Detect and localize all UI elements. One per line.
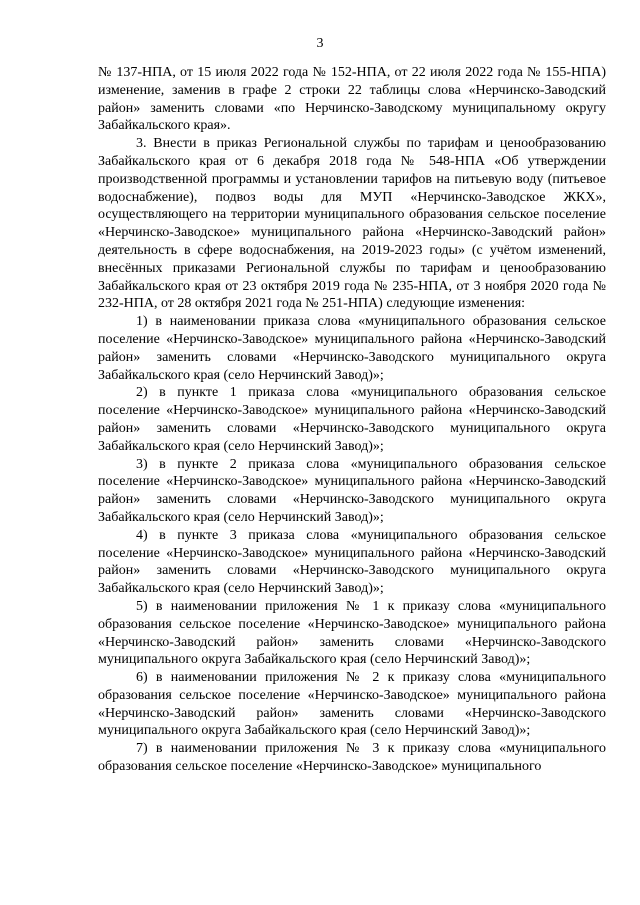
paragraph-subitem-6: 6) в наименовании приложения № 2 к приказу слова «муниципального образования сельское поселение «Нерчинско-Заводское» муниципального района «Нерчинско-Заводский район» заменить словами «Нерчинско-Заводского муниципального округа Забайкальского края (село Нерчинский Завод)»; [98,670,606,739]
paragraph-subitem-5: 5) в наименовании приложения № 1 к приказу слова «муниципального образования сельское поселение «Нерчинско-Заводское» муниципального района «Нерчинско-Заводский район» заменить словами «Нерчинско-Заводского муниципального округа Забайкальского края (село Нерчинский Завод)»; [98,598,606,668]
page-number: 3 [316,36,324,51]
paragraph-continuation: № 137-НПА, от 15 июля 2022 года № 152-НПА, от 22 июля 2022 года № 155-НПА) изменение, заменив в графе 2 строки 22 таблицы слова «Нерчинско-Заводский район» заменить словами «по Нерчинско-Заводскому муниципальному округу Забайкальского края». [98,65,606,134]
document-body [98,64,606,776]
paragraph-subitem-1: 1) в наименовании приказа слова «муниципального образования сельское поселение «Нерчинско-Заводское» муниципального района «Нерчинско-Заводский район» заменить словами «Нерчинско-Заводского муниципального округа Забайкальского края (село Нерчинский Завод)»; [98,314,606,383]
paragraph-subitem-3: 3) в пункте 2 приказа слова «муниципального образования сельское поселение «Нерчинско-Заводское» муниципального района «Нерчинско-Заводский район» заменить словами «Нерчинско-Заводского муниципального округа Забайкальского края (село Нерчинский Завод)»; [98,456,606,525]
paragraph-subitem-4: 4) в пункте 3 приказа слова «муниципального образования сельское поселение «Нерчинско-Заводское» муниципального района «Нерчинско-Заводский район» заменить словами «Нерчинско-Заводского муниципального округа Забайкальского края (село Нерчинский Завод)»; [98,527,606,597]
paragraph-subitem-2: 2) в пункте 1 приказа слова «муниципального образования сельское поселение «Нерчинско-Заводское» муниципального района «Нерчинско-Заводский район» заменить словами «Нерчинско-Заводского муниципального округа Забайкальского края (село Нерчинский Завод)»; [98,385,606,454]
paragraph-subitem-7: 7) в наименовании приложения № 3 к приказу слова «муниципального образования сельское поселение «Нерчинско-Заводское» муниципального [98,741,606,775]
paragraph-item-3: 3. Внести в приказ Региональной службы по тарифам и ценообразованию Забайкальского края от 6 декабря 2018 года № 548-НПА «Об утверждении производственной программы и установлении тарифов на питьевую воду (питьевое водоснабжение), подвоз воды для МУП «Нерчинско-Заводское ЖКХ», осуществляющего на территории муниципального образования сельское поселение «Нерчинско-Заводское» муниципального района «Нерчинско-Заводский район» деятельность в сфере водоснабжения, на 2019-2023 годы» (с учётом изменений, внесённых приказами Региональной службы по тарифам и ценообразованию Забайкальского края от 23 октября 2019 года № 235-НПА, от 3 ноября 2020 года № 232-НПА, от 28 октября 2021 года № 251-НПА) следующие изменения: [98,136,606,312]
